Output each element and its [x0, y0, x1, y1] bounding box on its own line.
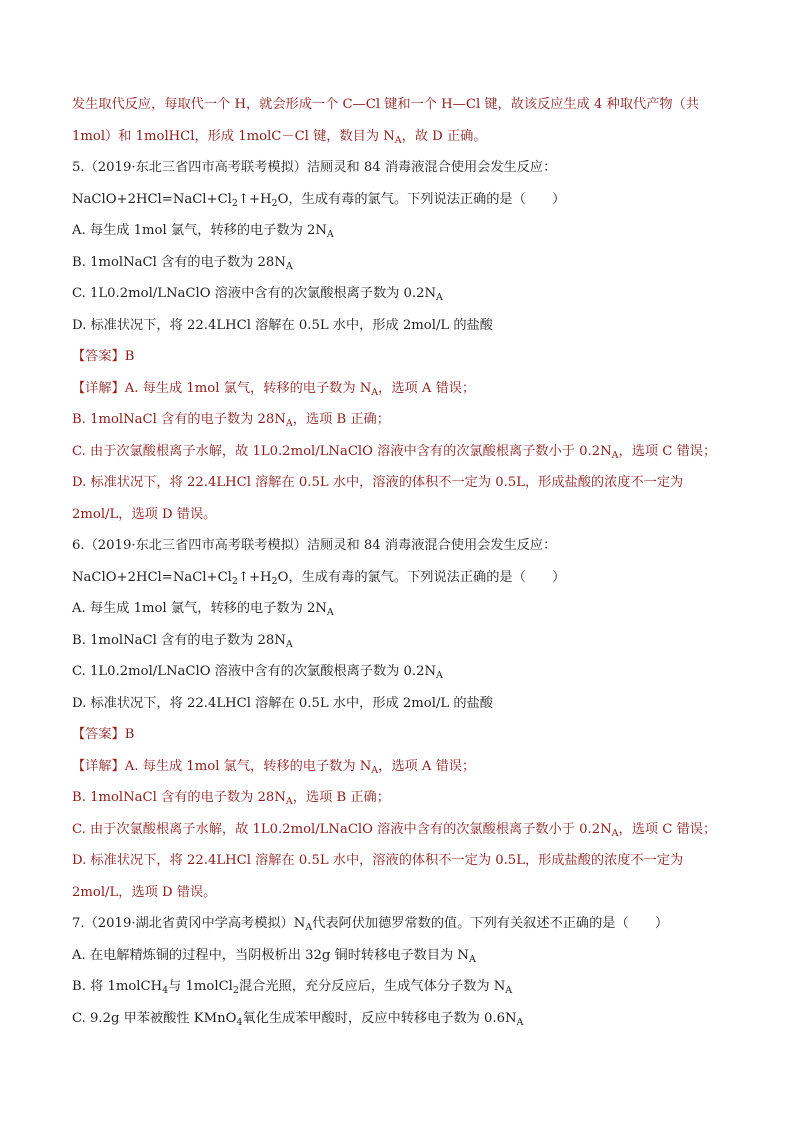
question-6-detail-d	[72, 851, 732, 871]
detail-label: 【详解】	[72, 380, 125, 396]
question-5-answer	[72, 347, 732, 367]
question-5-option-b	[72, 253, 732, 273]
answer-value: B	[124, 349, 135, 364]
question-6-detail-b	[72, 788, 732, 808]
subscript: A	[371, 764, 379, 776]
subscript: 4	[162, 985, 169, 996]
text: C. 由于次氯酸根离子水解，故 1L0.2mol/LNaClO 溶液中含有的次氯酸根离子数小于 0.2N	[72, 821, 612, 837]
text: 2mol/L，选项 D 错误。	[72, 884, 217, 900]
subscript: A	[285, 638, 293, 650]
question-6-detail-a	[72, 757, 732, 777]
subscript: A	[468, 953, 476, 965]
subscript: 2	[232, 985, 239, 996]
text: ，选项 C 错误；	[618, 443, 717, 459]
question-6-detail-d-cont	[72, 883, 732, 903]
document-page	[72, 95, 732, 1040]
question-6-equation	[72, 568, 732, 588]
question-6-answer	[72, 725, 732, 745]
subscript: A	[326, 229, 334, 240]
subscript: A	[611, 827, 619, 839]
detail-label: 【详解】	[72, 758, 125, 774]
question-7-option-c	[72, 1009, 732, 1029]
text: 与 1molCl	[168, 979, 233, 994]
subscript: A	[305, 922, 313, 933]
text: D. 标准状况下，将 22.4LHCl 溶解在 0.5L 水中，形成 2mol/L 的盐酸	[72, 317, 493, 333]
text: B. 将 1molCH	[72, 979, 163, 994]
text: C. 1L0.2mol/LNaClO 溶液中含有的次氯酸根离子数为 0.2N	[72, 664, 437, 679]
subscript: 2	[271, 575, 278, 587]
subscript: A	[285, 260, 293, 272]
text: C. 由于次氯酸根离子水解，故 1L0.2mol/LNaClO 溶液中含有的次氯酸根离子数小于 0.2N	[72, 443, 612, 459]
text: D. 标准状况下，将 22.4LHCl 溶解在 0.5L 水中，溶液的体积不一定为 0.5L，形成盐酸的浓度不一定为	[72, 853, 684, 868]
question-5-stem	[72, 158, 732, 178]
subscript: A	[326, 607, 334, 618]
question-5-option-a	[72, 221, 732, 241]
text: C. 1L0.2mol/LNaClO 溶液中含有的次氯酸根离子数为 0.2N	[72, 286, 437, 301]
text: ，选项 B 正确；	[292, 412, 390, 427]
text: ，选项 A 错误；	[378, 758, 476, 774]
question-7-stem	[72, 914, 732, 934]
text: 1mol）和 1molHCl，形成 1molC－Cl 键，数目为 N	[72, 128, 395, 144]
question-5-detail-b	[72, 410, 732, 430]
text: ↑+H	[237, 191, 272, 207]
question-6-option-a	[72, 599, 732, 619]
text: B. 1molNaCl 含有的电子数为 28N	[72, 412, 286, 427]
continuation-line-1	[72, 95, 732, 115]
question-6-option-b	[72, 631, 732, 651]
subscript: A	[371, 386, 379, 398]
question-6-option-c	[72, 662, 732, 682]
text: D. 标准状况下，将 22.4LHCl 溶解在 0.5L 水中，溶液的体积不一定为 0.5L，形成盐酸的浓度不一定为	[72, 475, 684, 490]
text: ，选项 C 错误；	[618, 821, 717, 837]
text: A. 每生成 1mol 氯气，转移的电子数为 2N	[72, 223, 327, 238]
text: ，选项 A 错误；	[378, 380, 476, 396]
answer-label: 【答案】	[72, 349, 125, 364]
text: C. 9.2g 甲苯被酸性 KMnO	[72, 1010, 237, 1026]
text: B. 1molNaCl 含有的电子数为 28N	[72, 790, 286, 805]
text: O，生成有毒的氯气。下列说法正确的是（ ）	[277, 191, 566, 207]
question-6-option-d	[72, 694, 732, 714]
text: O，生成有毒的氯气。下列说法正确的是（ ）	[277, 569, 566, 585]
text: 代表阿伏加德罗常数的值。下列有关叙述不正确的是（ ）	[312, 916, 669, 931]
question-5-detail-d	[72, 473, 732, 493]
text: 发生取代反应，每取代一个 H，就会形成一个 C—Cl 键和一个 H—Cl 键，故该反应生成 4 种取代产物（共	[72, 97, 699, 112]
subscript: 2	[231, 197, 238, 209]
subscript: A	[436, 292, 443, 303]
text: A. 在电解精炼铜的过程中，当阴极析出 32g 铜时转移电子数目为 N	[72, 947, 469, 963]
text: 2mol/L，选项 D 错误。	[72, 506, 217, 522]
question-5-detail-a	[72, 379, 732, 399]
answer-value: B	[124, 727, 135, 742]
text: A. 每生成 1mol 氯气，转移的电子数为 2N	[72, 601, 327, 616]
subscript: A	[516, 1016, 524, 1028]
text: 氧化生成苯甲酸时，反应中转移电子数为 0.6N	[242, 1010, 517, 1026]
subscript: 2	[231, 575, 238, 587]
text: B. 1molNaCl 含有的电子数为 28N	[72, 254, 286, 270]
text: 5.（2019·东北三省四市高考联考模拟）洁厕灵和 84 消毒液混合使用会发生反应：	[72, 160, 557, 175]
question-7-option-a	[72, 946, 732, 966]
text: B. 1molNaCl 含有的电子数为 28N	[72, 632, 286, 648]
text: A. 每生成 1mol 氯气，转移的电子数为 N	[124, 380, 372, 396]
text: 混合光照，充分反应后，生成气体分子数为 N	[238, 979, 506, 994]
text: ，选项 B 正确；	[292, 790, 390, 805]
subscript: A	[285, 796, 293, 807]
text: D. 标准状况下，将 22.4LHCl 溶解在 0.5L 水中，形成 2mol/L 的盐酸	[72, 695, 493, 711]
question-5-detail-c	[72, 442, 732, 462]
question-5-option-c	[72, 284, 732, 304]
subscript: 2	[271, 197, 278, 209]
text: ↑+H	[237, 569, 272, 585]
subscript: 4	[236, 1016, 243, 1028]
question-5-detail-d-cont	[72, 505, 732, 525]
subscript: A	[611, 449, 619, 461]
question-6-detail-c	[72, 820, 732, 840]
question-5-equation	[72, 190, 732, 210]
subscript: A	[285, 418, 293, 429]
continuation-line-2	[72, 127, 732, 147]
text: ，故 D 正确。	[401, 128, 487, 144]
question-7-option-b	[72, 977, 732, 997]
subscript: A	[505, 985, 513, 996]
text: A. 每生成 1mol 氯气，转移的电子数为 N	[124, 758, 372, 774]
text: 6.（2019·东北三省四市高考联考模拟）洁厕灵和 84 消毒液混合使用会发生反应：	[72, 538, 557, 553]
answer-label: 【答案】	[72, 727, 125, 742]
subscript: A	[436, 670, 443, 681]
text: 7.（2019·湖北省黄冈中学高考模拟）N	[72, 916, 306, 931]
text: NaClO+2HCl=NaCl+Cl	[72, 191, 232, 207]
text: NaClO+2HCl=NaCl+Cl	[72, 569, 232, 585]
question-6-stem	[72, 536, 732, 556]
question-5-option-d	[72, 316, 732, 336]
subscript: A	[394, 134, 402, 146]
